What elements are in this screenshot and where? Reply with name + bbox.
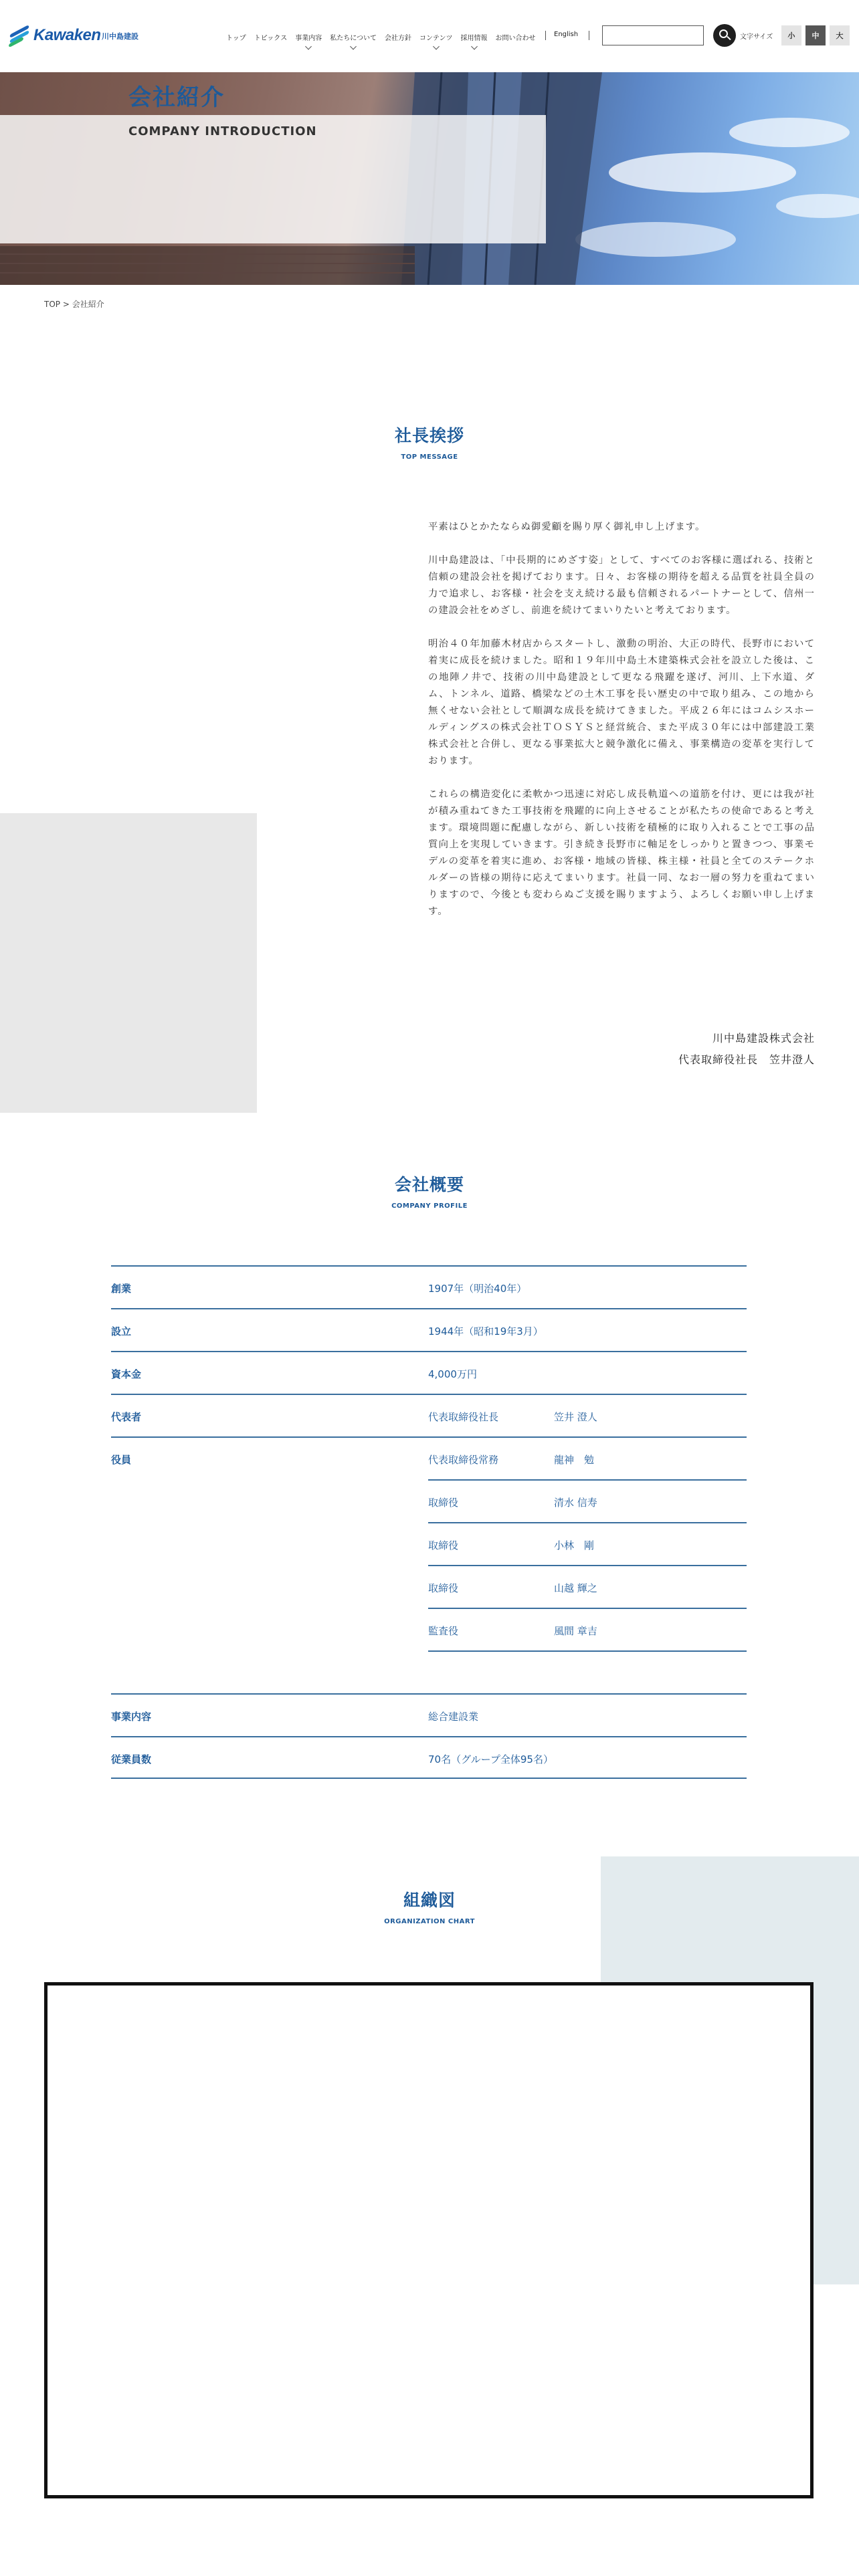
- row-label: 従業員数: [111, 1753, 152, 1765]
- row-divider: [428, 1479, 747, 1481]
- row-divider: [428, 1565, 747, 1566]
- table-row: [111, 1693, 747, 1736]
- page-title: 会社紹介: [128, 84, 225, 111]
- nav-item-contact[interactable]: お問い合わせ: [495, 35, 536, 42]
- breadcrumb-separator: >: [62, 300, 70, 309]
- nav-item-recruit[interactable]: 採用情報: [457, 32, 492, 52]
- message-subheading: TOP MESSAGE: [401, 453, 458, 461]
- table-row: [111, 1265, 747, 1308]
- nav-item-topics[interactable]: トピックス: [254, 35, 288, 42]
- breadcrumb-current: 会社紹介: [72, 300, 104, 309]
- message-heading: 社長挨拶: [394, 426, 464, 445]
- officer-name: 山越 輝之: [554, 1582, 597, 1594]
- row-label: 資本金: [111, 1368, 142, 1380]
- organization-subheading: ORGANIZATION CHART: [384, 1918, 475, 1925]
- president-signature: 代表取締役社長 笠井澄人: [678, 1053, 815, 1066]
- chevron-down-icon: [471, 43, 478, 50]
- row-value: 70名（グループ全体95名）: [428, 1753, 553, 1765]
- row-divider: [428, 1650, 747, 1652]
- row-value: 1944年（昭和19年3月）: [428, 1325, 543, 1337]
- row-person-name: 笠井 澄人: [554, 1411, 597, 1423]
- table-row: [111, 1394, 747, 1436]
- table-row: [111, 1736, 747, 1779]
- breadcrumb-home-link[interactable]: TOP: [44, 300, 61, 309]
- company-profile-table: [111, 1265, 747, 1779]
- main-nav: [222, 32, 540, 52]
- officer-name: 小林 剛: [554, 1539, 595, 1551]
- search-button[interactable]: [713, 24, 736, 47]
- officer-role: 監査役: [428, 1625, 459, 1637]
- logo-mark-icon: [9, 27, 29, 44]
- row-value: 1907年（明治40年）: [428, 1283, 527, 1295]
- table-row: [111, 1351, 747, 1394]
- font-size-small-button[interactable]: 小: [781, 25, 801, 45]
- table-row-officers: [111, 1436, 747, 1693]
- message-body: [428, 519, 815, 937]
- profile-subheading: COMPANY PROFILE: [391, 1202, 468, 1210]
- nav-item-policy[interactable]: 会社方針: [385, 35, 412, 42]
- organization-chart-frame: [44, 1982, 814, 2498]
- logo-text: Kawaken: [33, 26, 101, 44]
- row-label: 事業内容: [111, 1711, 152, 1723]
- row-divider: [428, 1522, 747, 1523]
- message-paragraph: 平素はひとかたならぬ御愛顧を賜り厚く御礼申し上げます。: [428, 522, 706, 532]
- row-label: 代表者: [111, 1411, 142, 1423]
- breadcrumb: [44, 298, 104, 310]
- message-paragraph: 明治４０年加藤木材店からスタートし、激動の明治、大正の時代、長野市において着実に成長を続けました。昭和１９年川中島土木建築株式会社を設立した後は、この地陣ノ井で、技術の川中島建設として更なる飛躍を遂げ、河川、上下水道、ダム、トンネル、道路、橋梁などの土木工事を長い歴史の中で取り組み、この地から無くせない会社として順調な成長を続けてきました。平成２６年にはコムシスホールディングスの株式会社ＴＯＳＹＳと経営統合、また平成３０年には中部建設工業株式会社と合併し、更なる事業拡大と競争激化に備え、事業構造の変革を実行しております。: [428, 639, 815, 766]
- message-paragraph: 川中島建設は、「中長期的にめざす姿」として、すべてのお客様に選ばれる、技術と信頼の建設会社を掲げております。日々、お客様の期待を超える品質を社員全員の力で追求し、お客様・社会を支え続ける最も信頼されるパートナーとして、信州一の建設会社をめざし、前進を続けてまいりたいと考えております。: [428, 555, 815, 616]
- site-header: [0, 0, 859, 72]
- officer-role: 取締役: [428, 1539, 459, 1551]
- message-paragraph: これらの構造変化に柔軟かつ迅速に対応し成長軌道への道筋を付け、更には我が社が積み重ねてきた工事技術を飛躍的に向上させることが私たちの使命であると考えます。環境問題に配慮しながら、新しい技術を積極的に取り入れることで工事の品質向上を実現していきます。引き続き長野市に軸足をしっかりと置きつつ、事業モデルの変革を着実に進め、お客様・地域の皆様、株主様・社員と全てのステークホルダーの皆様の期待に応えてまいります。社員一同、なお一層の努力を重ねてまいりますので、今後とも変わらぬご支援を賜りますよう、よろしくお願い申し上げます。: [428, 789, 815, 917]
- nav-item-about[interactable]: 私たちについて: [326, 32, 381, 52]
- row-label: 役員: [111, 1454, 132, 1466]
- officer-name: 龍神 勉: [554, 1454, 595, 1466]
- site-logo[interactable]: [9, 25, 101, 45]
- row-label: 設立: [111, 1325, 132, 1337]
- officer-role: 取締役: [428, 1582, 459, 1594]
- officer-name: 風間 章吉: [554, 1625, 597, 1637]
- row-divider: [428, 1608, 747, 1609]
- chevron-down-icon: [433, 43, 440, 50]
- logo-subtitle: 川中島建設: [102, 32, 138, 41]
- search-input[interactable]: [602, 25, 704, 45]
- decorative-gray-block: [0, 813, 257, 1113]
- nav-divider: [545, 31, 546, 40]
- chevron-down-icon: [305, 43, 312, 50]
- profile-heading: 会社概要: [394, 1175, 464, 1194]
- row-value: 4,000万円: [428, 1368, 477, 1380]
- page-subtitle: COMPANY INTRODUCTION: [128, 124, 317, 138]
- font-size-large-button[interactable]: 大: [830, 25, 850, 45]
- officer-name: 清水 信寿: [554, 1497, 597, 1509]
- font-size-medium-button[interactable]: 中: [805, 25, 826, 45]
- language-link[interactable]: English: [554, 31, 579, 38]
- nav-item-business[interactable]: 事業内容: [291, 32, 326, 52]
- officer-role: 取締役: [428, 1497, 459, 1509]
- nav-item-contents[interactable]: コンテンツ: [415, 32, 457, 52]
- row-role: 代表取締役社長: [428, 1411, 499, 1423]
- font-size-label: 文字サイズ: [740, 33, 773, 41]
- table-row: [111, 1308, 747, 1351]
- company-name: 川中島建設株式会社: [712, 1032, 815, 1045]
- chevron-down-icon: [350, 43, 357, 50]
- organization-heading: 組織図: [403, 1891, 456, 1910]
- nav-item-top[interactable]: トップ: [226, 35, 246, 42]
- row-label: 創業: [111, 1283, 132, 1295]
- row-value: 総合建設業: [428, 1711, 479, 1723]
- officer-role: 代表取締役常務: [428, 1454, 499, 1466]
